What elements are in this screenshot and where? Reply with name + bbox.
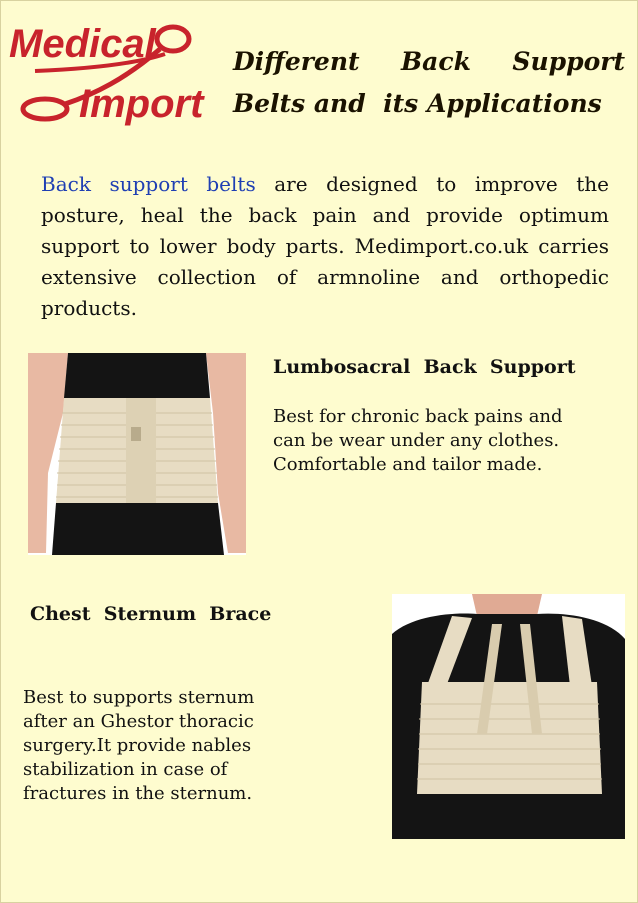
product-description: Best for chronic back pains and can be wear under any clothes. Comfortable and tailor made. <box>273 406 563 475</box>
page-title <box>233 41 625 125</box>
product-heading: Lumbosacral Back Support <box>273 356 576 378</box>
title-line1 <box>233 41 625 83</box>
product-description: Best to supports sternum after an Ghestor thoracic surgery.It provide nables stabilization in case of fractures in the sternum. <box>23 687 255 804</box>
title-line2: Belts and its Applications <box>233 89 602 118</box>
intro-paragraph <box>41 169 609 324</box>
logo-line1: Medical <box>9 22 156 66</box>
sternum-brace-photo <box>392 594 625 839</box>
title-word: Different <box>233 47 360 76</box>
back-support-belts-link[interactable]: Back support belts <box>41 172 256 196</box>
product-heading: Chest Sternum Brace <box>30 603 272 625</box>
intro-body: are designed to improve the posture, heal the back pain and provide optimum support to lower body parts. Medimport.co.uk carries extensive collection of armnoline and orthopedic products. <box>41 172 609 320</box>
title-word: Back <box>401 47 471 76</box>
lumbosacral-belt-photo <box>28 353 246 555</box>
title-word: Support <box>512 47 625 76</box>
medical-import-logo <box>5 9 221 129</box>
logo-line2: Import <box>79 82 204 126</box>
